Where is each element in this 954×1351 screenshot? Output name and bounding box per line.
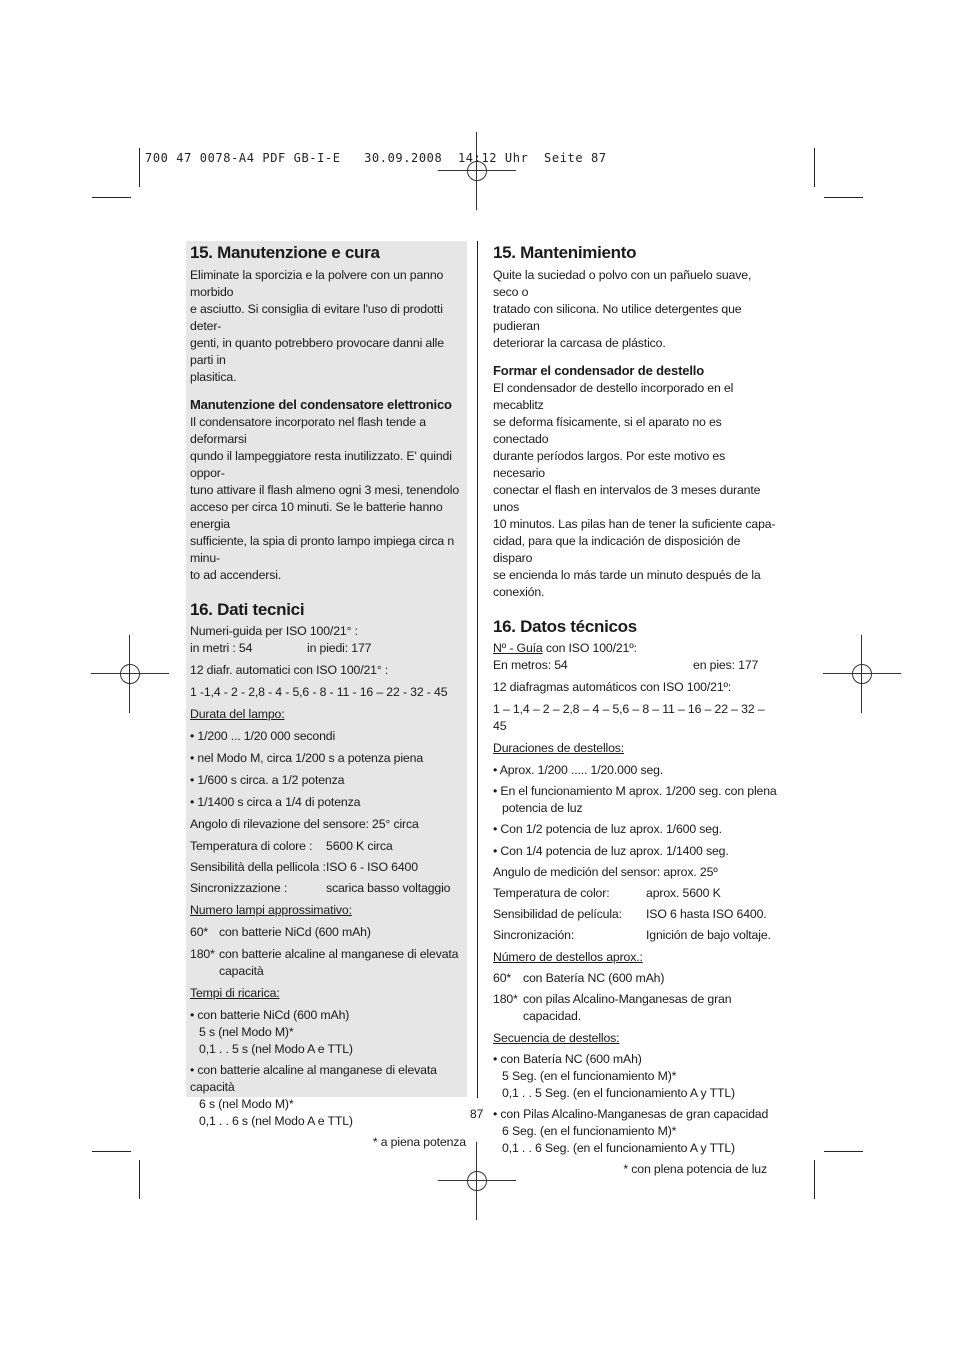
spec-value: scarica basso voltaggio — [326, 881, 451, 895]
guide-number-label — [493, 640, 777, 657]
flash-count-text: con batterie NiCd (600 mAh) — [219, 925, 371, 939]
guide-number-metres: En metros: 54 — [493, 658, 568, 672]
flash-count-number: 60* — [190, 925, 209, 939]
subheading-condenser-es: Formar el condensador de destello — [493, 363, 705, 378]
spec-row-sensitivity — [190, 859, 466, 876]
list-item-detail: potencia de luz — [502, 801, 583, 815]
paragraph-line: se deforma físicamente, si el aparato no es conectado — [493, 415, 722, 446]
flash-duration-label: Durata del lampo: — [190, 707, 285, 721]
crop-mark-br-h — [824, 1151, 863, 1152]
paragraph-line: El condensador de destello incorporado en el mecablitz — [493, 381, 734, 412]
flash-count-label: Numero lampi approssimativo: — [190, 903, 352, 917]
paragraph-line: Quite la suciedad o polvo con un pañuelo suave, seco o — [493, 268, 752, 299]
guide-number-feet: en pies: 177 — [693, 658, 759, 672]
list-item: • con Batería NC (600 mAh) — [493, 1052, 642, 1066]
list-item-detail: 6 s (nel Modo M)* — [199, 1097, 294, 1111]
paragraph-line: genti, in quanto potrebbero provocare danni alle parti in — [190, 336, 444, 367]
guide-number-feet: in piedi: 177 — [307, 641, 372, 655]
paragraph-line: tratado con silicona. No utilice detergentes que pudieran — [493, 302, 742, 333]
spec-key: Temperatura de color: — [493, 886, 610, 900]
flash-count-row-180 — [493, 991, 777, 1025]
list-item: • Con 1/4 potencia de luz aprox. 1/1400 seg. — [493, 844, 729, 858]
registration-mark-top — [438, 132, 516, 210]
list-item-detail: 6 Seg. (en el funcionamiento M)* — [502, 1124, 677, 1138]
section-title-specs-es: 16. Datos técnicos — [493, 617, 637, 636]
flash-count-row-180 — [190, 946, 466, 980]
list-item: • con Pilas Alcalino-Manganesas de gran capacidad — [493, 1107, 769, 1121]
spec-row-sensitivity — [493, 906, 777, 923]
list-item-detail: 0,1 . . 5 Seg. (en el funcionamiento A y TTL) — [502, 1086, 735, 1100]
list-item: • 1/200 ... 1/20 000 secondi — [190, 729, 336, 743]
paragraph-line: se encienda lo más tarde un minuto después de la — [493, 568, 761, 582]
spec-value: Ignición de bajo voltaje. — [646, 928, 771, 942]
list-item: • 1/1400 s circa a 1/4 di potenza — [190, 795, 361, 809]
aperture-label: 12 diafragmas automáticos con ISO 100/21º: — [493, 680, 732, 694]
flash-count-number: 180* — [190, 947, 215, 961]
spec-value: ISO 6 - ISO 6400 — [326, 860, 418, 874]
list-item-detail: 0,1 . . 6 Seg. (en el funcionamiento A y TTL) — [502, 1141, 735, 1155]
spec-key: Sensibilità della pellicola : — [190, 860, 326, 874]
print-header: 700 47 0078-A4 PDF GB-I-E 30.09.2008 14:12 Uhr Seite 87 — [145, 151, 607, 165]
paragraph-line: sufficiente, la spia di pronto lampo impiega circa n minu- — [190, 534, 455, 565]
paragraph-line: 10 minutos. Las pilas han de tener la suficiente capa- — [493, 517, 776, 531]
list-item: • Con 1/2 potencia de luz aprox. 1/600 seg. — [493, 822, 722, 836]
list-item: • con batterie alcaline al manganese di elevata capacità — [190, 1063, 437, 1094]
guide-number-values — [190, 640, 466, 657]
paragraph-line: conexión. — [493, 585, 545, 599]
spec-key: Sensibilidad de película: — [493, 907, 622, 921]
spec-key: Sincronización: — [493, 928, 575, 942]
flash-count-text: con batterie alcaline al manganese di elevata capacità — [219, 947, 459, 978]
list-item: • Aprox. 1/200 ..... 1/20.000 seg. — [493, 763, 664, 777]
spec-value: ISO 6 hasta ISO 6400. — [646, 907, 767, 921]
recycle-time-label: Tempi di ricarica: — [190, 986, 280, 1000]
registration-mark-left — [91, 635, 169, 713]
crop-mark-bl-v — [139, 1160, 140, 1199]
flash-count-label: Número de destellos aprox.: — [493, 950, 643, 964]
list-item-detail: 0,1 . . 5 s (nel Modo A e TTL) — [199, 1042, 353, 1056]
paragraph-line: deteriorar la carcasa de plástico. — [493, 336, 666, 350]
footnote: * con plena potencia de luz — [623, 1162, 767, 1176]
section-title-maintenance-it: 15. Manutenzione e cura — [190, 243, 380, 262]
guide-number-metres: in metri : 54 — [190, 641, 253, 655]
paragraph-line: qundo il lampeggiatore resta inutilizzato. E' quindi oppor- — [190, 449, 452, 480]
guide-number-condition: con ISO 100/21º: — [542, 641, 637, 655]
spec-value: 5600 K circa — [326, 839, 393, 853]
sensor-angle: Angolo di rilevazione del sensore: 25° circa — [190, 817, 419, 831]
column-divider — [477, 241, 478, 1098]
paragraph-line: Eliminate la sporcizia e la polvere con un panno morbido — [190, 268, 444, 299]
spec-row-color-temp — [493, 885, 777, 902]
list-item: • con batterie NiCd (600 mAh) — [190, 1008, 350, 1022]
flash-count-row-60 — [493, 970, 777, 987]
flash-count-row-60 — [190, 924, 466, 941]
flash-duration-label: Duraciones de destellos: — [493, 741, 625, 755]
list-item: • 1/600 s circa. a 1/2 potenza — [190, 773, 345, 787]
aperture-values: 1 – 1,4 – 2 – 2,8 – 4 – 5,6 – 8 – 11 – 16 – 22 – 32 – 45 — [493, 702, 765, 733]
spanish-column — [493, 242, 777, 1178]
paragraph-line: tuno attivare il flash almeno ogni 3 mesi, tenendolo — [190, 483, 460, 497]
list-item-detail: 5 Seg. (en el funcionamiento M)* — [502, 1069, 677, 1083]
flash-count-text: con pilas Alcalino-Manganesas de gran capacidad. — [523, 992, 732, 1023]
flash-count-number: 180* — [493, 992, 518, 1006]
list-item: • nel Modo M, circa 1/200 s a potenza piena — [190, 751, 424, 765]
recycle-time-label: Secuencia de destellos: — [493, 1031, 620, 1045]
section-title-maintenance-es: 15. Mantenimiento — [493, 243, 637, 262]
spec-key: Sincronizzazione : — [190, 881, 288, 895]
paragraph-line: conectar el flash en intervalos de 3 meses durante unos — [493, 483, 761, 514]
crop-mark-tl-v — [139, 148, 140, 187]
guide-number-term: Nº - Guía — [493, 641, 543, 655]
crop-mark-br-v — [814, 1160, 815, 1199]
list-item: • En el funcionamiento M aprox. 1/200 seg. con plena — [493, 784, 777, 798]
paragraph-line: e asciutto. Si consiglia di evitare l'uso di prodotti deter- — [190, 302, 443, 333]
crop-mark-tl-h — [92, 197, 131, 198]
spec-row-sync — [190, 880, 466, 897]
flash-count-number: 60* — [493, 971, 512, 985]
section-title-specs-it: 16. Dati tecnici — [190, 600, 305, 619]
registration-mark-right — [823, 635, 901, 713]
flash-count-text: con Batería NC (600 mAh) — [523, 971, 665, 985]
guide-number-values — [493, 657, 777, 674]
crop-mark-bl-h — [92, 1151, 131, 1152]
list-item-detail: 5 s (nel Modo M)* — [199, 1025, 294, 1039]
footnote: * a piena potenza — [372, 1135, 466, 1149]
aperture-label: 12 diafr. automatici con ISO 100/21° : — [190, 663, 389, 677]
sensor-angle: Angulo de medición del sensor: aprox. 25º — [493, 865, 718, 879]
spec-value: aprox. 5600 K — [646, 886, 721, 900]
paragraph-line: plasitica. — [190, 370, 237, 384]
aperture-values: 1 -1,4 - 2 - 2,8 - 4 - 5,6 - 8 - 11 - 16 – 22 - 32 - 45 — [190, 685, 448, 699]
italian-column — [190, 242, 466, 1151]
paragraph-line: Il condensatore incorporato nel flash tende a deformarsi — [190, 415, 426, 446]
paragraph-line: durante períodos largos. Por este motivo es necesario — [493, 449, 726, 480]
crop-mark-tr-h — [824, 197, 863, 198]
paragraph-line: acceso per circa 10 minuti. Se le batterie hanno energia — [190, 500, 443, 531]
spec-row-sync — [493, 927, 777, 944]
list-item-detail: 0,1 . . 6 s (nel Modo A e TTL) — [199, 1114, 353, 1128]
paragraph-line: cidad, para que la indicación de disposición de disparo — [493, 534, 741, 565]
spec-key: Temperatura di colore : — [190, 839, 313, 853]
crop-mark-tr-v — [814, 148, 815, 187]
paragraph-line: to ad accendersi. — [190, 568, 282, 582]
guide-number-label: Numeri-guida per ISO 100/21° : — [190, 624, 358, 638]
spec-row-color-temp — [190, 838, 466, 855]
page-number: 87 — [470, 1107, 484, 1121]
subheading-condenser-it: Manutenzione del condensatore elettronico — [190, 397, 452, 412]
